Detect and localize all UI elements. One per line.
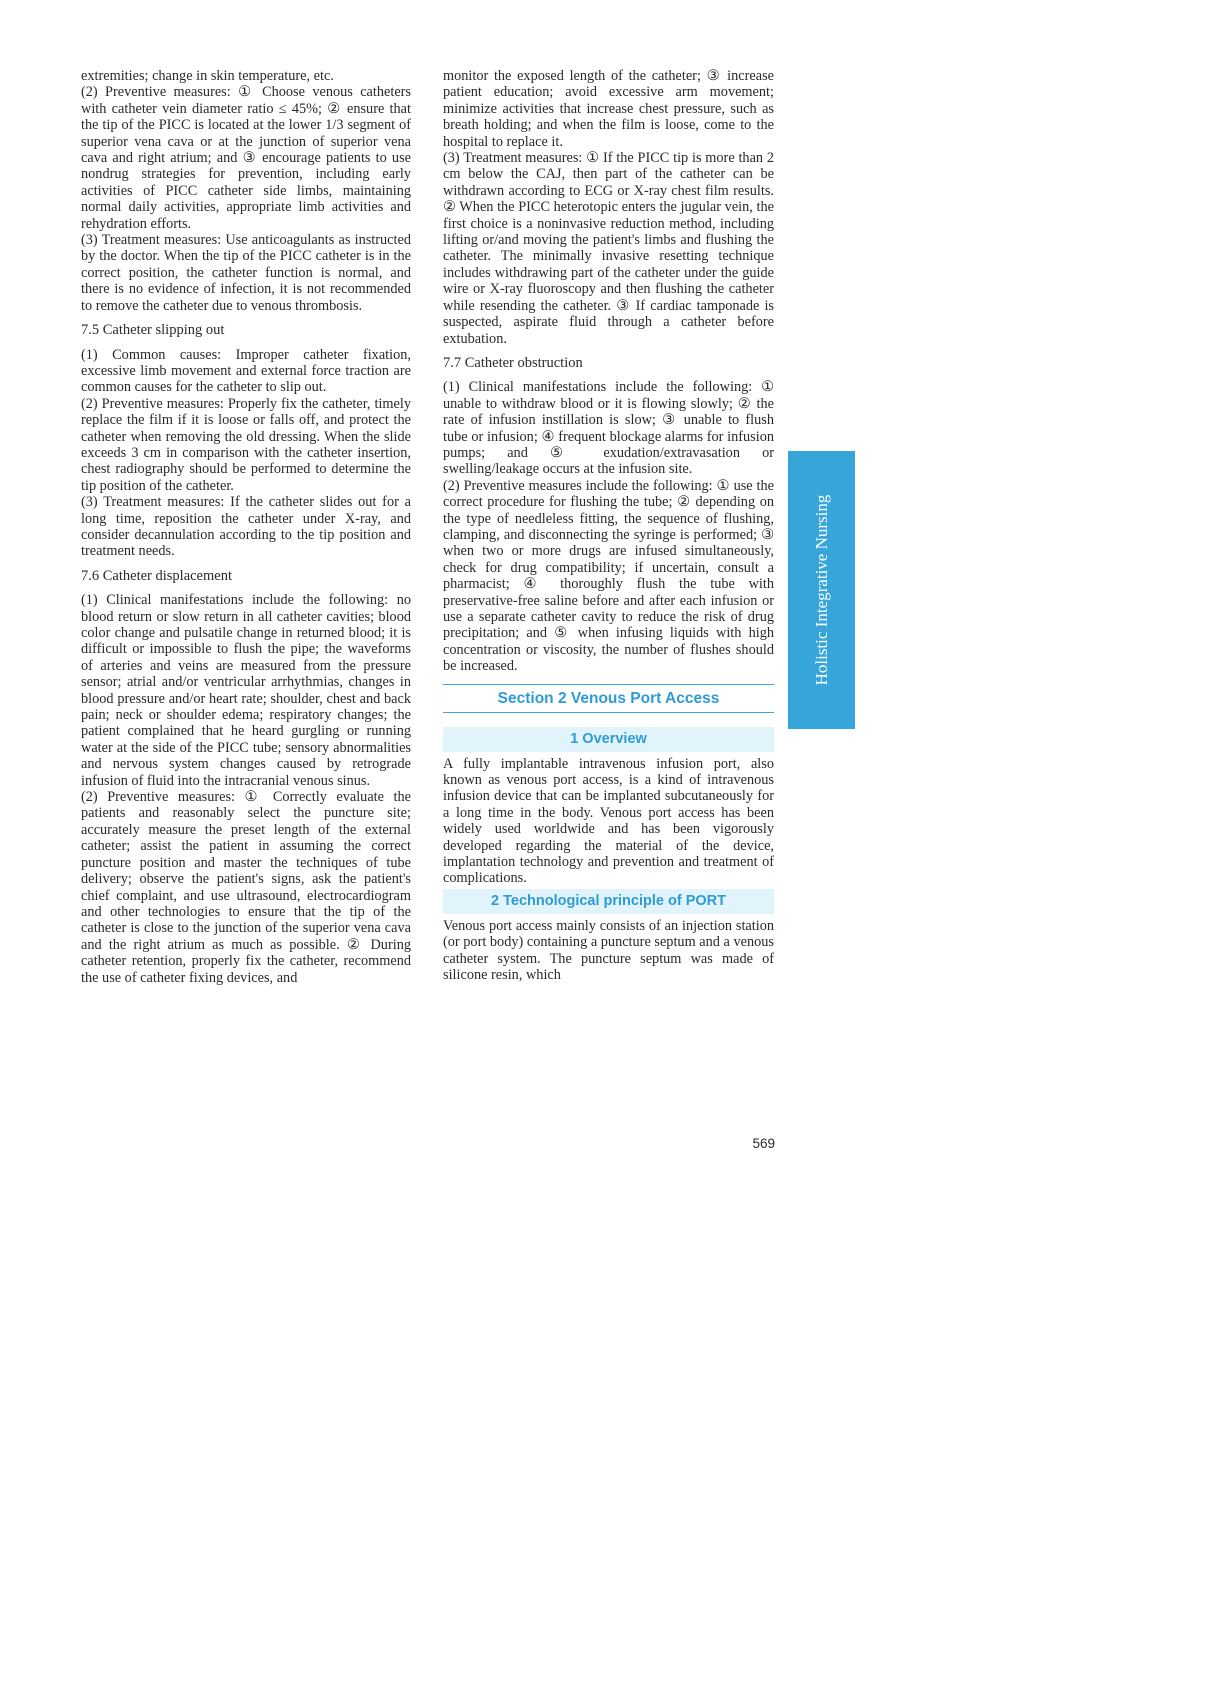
section-heading: Section 2 Venous Port Access (443, 684, 774, 713)
subsection-heading-7-5: 7.5 Catheter slipping out (81, 322, 225, 339)
subsection-heading-7-7: 7.7 Catheter obstruction (443, 354, 583, 371)
side-tab-label: Holistic Integrative Nursing (811, 494, 831, 686)
right-column (443, 68, 774, 984)
paragraph: monitor the exposed length of the catheter; ③ increase patient education; avoid excessive arm movement; minimize activities that increase chest pressure, such as breath holding; and when the film is loose, come to the hospital to replace it. (443, 68, 774, 150)
paragraph: (1) Common causes: Improper catheter fixation, excessive limb movement and external force traction are common causes for the catheter to slip out. (81, 346, 411, 396)
left-column (81, 68, 411, 986)
paragraph: (2) Preventive measures: Properly fix the catheter, timely replace the film if it is loose or falls off, and protect the catheter when removing the old dressing. When the slide exceeds 3 cm in comparison with the catheter insertion, chest radiography should be performed to determine the tip position of the catheter. (81, 395, 411, 494)
subsection-heading-7-6: 7.6 Catheter displacement (81, 567, 232, 584)
page-number: 569 (752, 1136, 775, 1151)
paragraph: (3) Treatment measures: If the catheter slides out for a long time, reposition the catheter under X-ray, and consider decannulation according to the tip position and treatment needs. (81, 494, 411, 560)
paragraph: extremities; change in skin temperature, etc. (81, 68, 334, 84)
principle-heading: 2 Technological principle of PORT (443, 889, 774, 914)
chapter-side-tab (788, 451, 855, 729)
paragraph: (3) Treatment measures: ① If the PICC tip is more than 2 cm below the CAJ, then part of the catheter can be withdrawn according to ECG or X-ray chest film results. ② When the PICC heterotopic enters the jugular vein, the first choice is a noninvasive reduction method, including lifting or/and moving the patient's limbs and flushing the catheter. The minimally invasive resetting technique includes withdrawing part of the catheter under the guide wire or X-ray fluoroscopy and then flushing the catheter while resending the catheter. ③ If cardiac tamponade is suspected, aspirate fluid through a catheter before extubation. (443, 150, 774, 347)
paragraph: A fully implantable intravenous infusion port, also known as venous port access, is a kind of intravenous infusion device that can be implanted subcutaneously for a long time in the body. Venous port access has been widely used worldwide and has been vigorously developed regarding the material of the device, implantation technology and prevention and treatment of complications. (443, 755, 774, 887)
paragraph: (2) Preventive measures: ① Choose venous catheters with catheter vein diameter ratio ≤ 45%; ② ensure that the tip of the PICC is located at the lower 1/3 segment of superior vena cava or at the junction of superior vena cava and right atrium; and ③ encourage patients to use nondrug strategies for prevention, including early activities of PICC catheter side limbs, maintaining normal daily activities, appropriate limb activities and rehydration efforts. (81, 84, 411, 232)
paragraph: Venous port access mainly consists of an injection station (or port body) containing a puncture septum and a venous catheter system. The puncture septum was made of silicone resin, which (443, 917, 774, 984)
paragraph: (2) Preventive measures: ① Correctly evaluate the patients and reasonably select the puncture site; accurately measure the preset length of the external catheter; assist the patient in assuming the correct puncture position and master the techniques of tube delivery; observe the patient's signs, ask the patient's chief complaint, and use ultrasound, electrocardiogram and other technologies to ensure that the tip of the catheter is close to the junction of the superior vena cava and the right atrium as much as possible. ② During catheter retention, properly fix the catheter, recommend the use of catheter fixing devices, and (81, 789, 411, 986)
paragraph: (2) Preventive measures include the following: ① use the correct procedure for flushing the tube; ② depending on the type of needleless fitting, the sequence of flushing, clamping, and disconnecting the syringe is performed; ③ when two or more drugs are infused simultaneously, check for drug compatibility; if uncertain, consult a pharmacist; ④ thoroughly flush the tube with preservative-free saline before and after each infusion or use a separate catheter cavity to reduce the risk of drug precipitation; and ⑤ when infusing liquids with high concentration or viscosity, the number of flushes should be increased. (443, 477, 774, 675)
paragraph: (3) Treatment measures: Use anticoagulants as instructed by the doctor. When the tip of the PICC catheter is in the correct position, the catheter function is normal, and there is no evidence of infection, it is not recommended to remove the catheter due to venous thrombosis. (81, 232, 411, 314)
paragraph: (1) Clinical manifestations include the following: ① unable to withdraw blood or it is flowing slowly; ② the rate of infusion instillation is slow; ③ unable to flush tube or infusion; ④ frequent blockage alarms for infusion pumps; and ⑤ exudation/extravasation or swelling/leakage occurs at the infusion site. (443, 379, 774, 478)
paragraph: (1) Clinical manifestations include the following: no blood return or slow return in all catheter cavities; blood color change and pulsatile change in returned blood; it is difficult or impossible to flush the pipe; the waveforms of arteries and veins are measured from the pressure sensor; atrial and/or ventricular arrhythmias, changes in blood pressure and/or heart rate; shoulder, chest and back pain; neck or shoulder edema; respiratory changes; the patient complained that he heard gurgling or running water at the side of the PICC tube; sensory abnormalities and nervous system changes caused by retrograde infusion of fluid into the intracranial venous sinus. (81, 592, 411, 789)
overview-heading: 1 Overview (443, 727, 774, 752)
